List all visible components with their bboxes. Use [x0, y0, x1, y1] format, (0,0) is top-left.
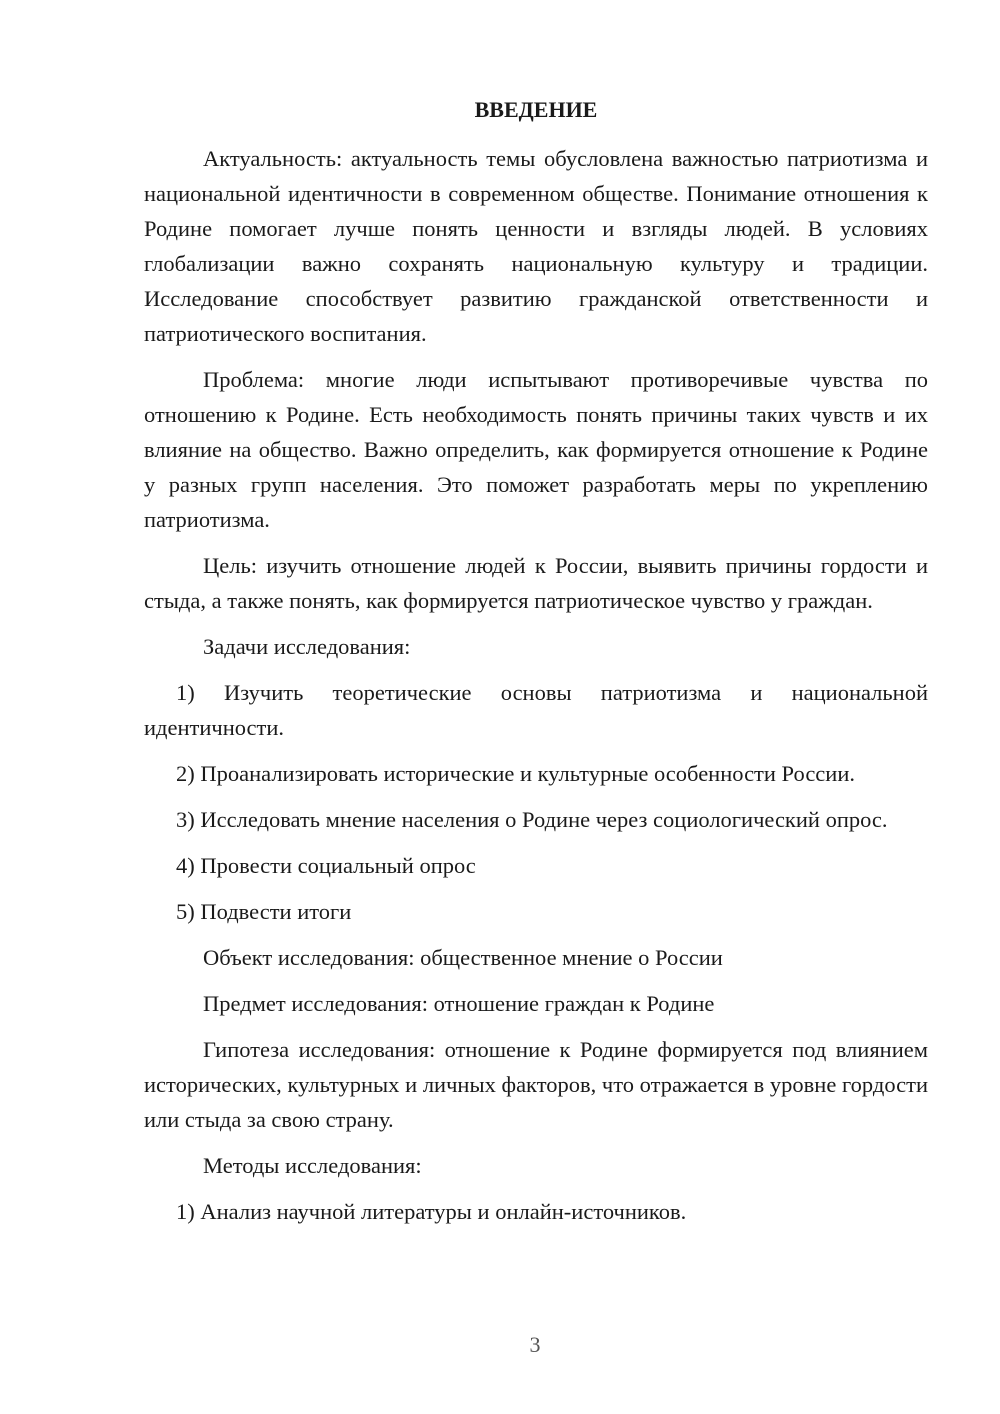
relevance-paragraph: Актуальность: актуальность темы обусловлена важностью патриотизма и национальной идентичности в современном обществе. Понимание отношения к Родине помогает лучше понять ценности и взгляды людей. В условиях глобализации важно сохранять национальную культуру и традиции. Исследование способствует развитию гражданской ответственности и патриотического воспитания.: [144, 146, 928, 346]
methods-heading: Методы исследования:: [203, 1153, 422, 1178]
document-page: [144, 92, 928, 1240]
task-item: 1) Изучить теоретические основы патриотизма и национальной идентичности.: [144, 680, 928, 740]
hypothesis-paragraph: Гипотеза исследования: отношение к Родине формируется под влиянием исторических, культурных и личных факторов, что отражается в уровне гордости или стыда за свою страну.: [144, 1037, 928, 1132]
goal-paragraph: Цель: изучить отношение людей к России, выявить причины гордости и стыда, а также понять, как формируется патриотическое чувство у граждан.: [144, 553, 928, 613]
task-item: 3) Исследовать мнение населения о Родине через социологический опрос.: [176, 807, 888, 832]
page-number: 3: [529, 1332, 541, 1357]
method-item: 1) Анализ научной литературы и онлайн-источников.: [176, 1199, 687, 1224]
task-item: 4) Провести социальный опрос: [176, 853, 476, 878]
research-subject: Предмет исследования: отношение граждан к Родине: [203, 991, 715, 1016]
problem-paragraph: Проблема: многие люди испытывают противоречивые чувства по отношению к Родине. Есть необходимость понять причины таких чувств и их влияние на общество. Важно определить, как формируется отношение к Родине у разных групп населения. Это поможет разработать меры по укреплению патриотизма.: [144, 367, 928, 532]
tasks-heading: Задачи исследования:: [203, 634, 411, 659]
task-item: 5) Подвести итоги: [176, 899, 352, 924]
research-object: Объект исследования: общественное мнение о России: [203, 945, 723, 970]
task-item: 2) Проанализировать исторические и культурные особенности России.: [176, 761, 855, 786]
section-title: ВВЕДЕНИЕ: [474, 97, 598, 122]
